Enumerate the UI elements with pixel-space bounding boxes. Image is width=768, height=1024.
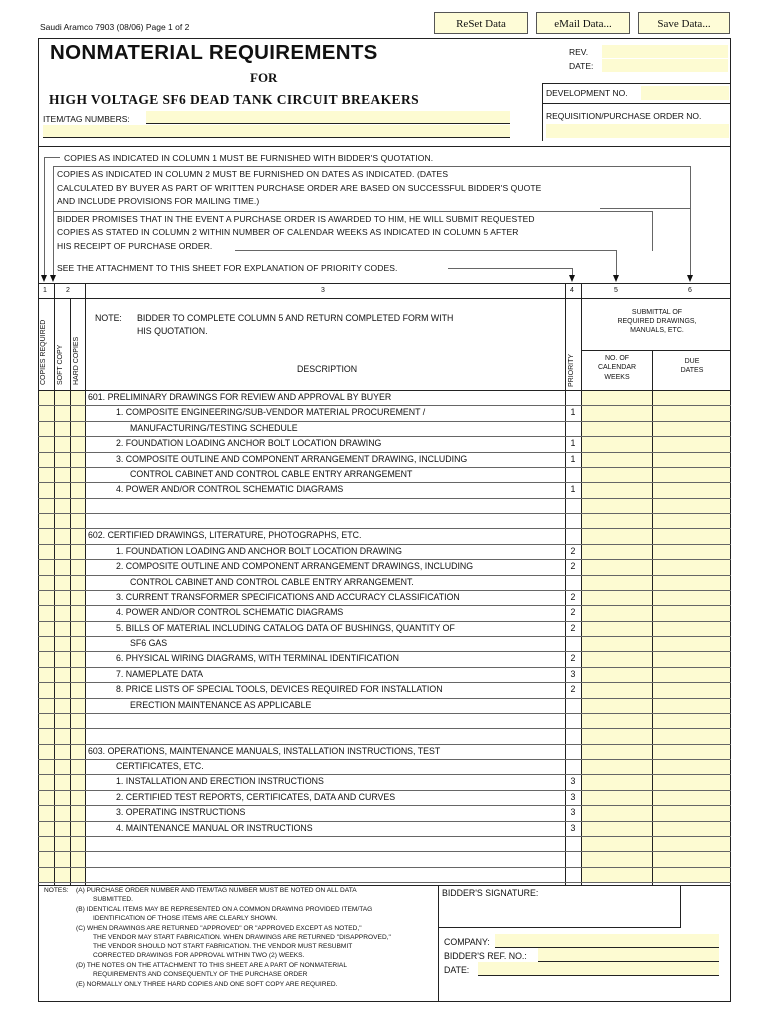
due-date-cell[interactable] — [653, 775, 730, 790]
copies-required-cell[interactable] — [39, 791, 54, 805]
table-row-description: 7. NAMEPLATE DATA — [116, 669, 204, 679]
due-date-cell[interactable] — [653, 822, 730, 836]
table-row-description — [88, 851, 568, 866]
due-date-cell[interactable] — [653, 437, 730, 452]
soft-copy-cell[interactable] — [55, 775, 70, 790]
table-row-description: SF6 GAS — [130, 638, 168, 648]
copies-required-cell[interactable] — [39, 714, 54, 728]
description-header: DESCRIPTION — [297, 364, 358, 374]
table-row-priority — [566, 759, 580, 774]
copies-required-cell[interactable] — [39, 745, 54, 759]
table-row-priority — [566, 636, 580, 651]
soft-copy-cell[interactable] — [55, 868, 70, 882]
hard-copies-cell[interactable] — [71, 591, 85, 605]
copies-required-cell[interactable] — [39, 453, 54, 467]
col-num-1: 1 — [43, 287, 47, 294]
due-date-cell[interactable] — [653, 453, 730, 467]
calendar-weeks-cell[interactable] — [582, 514, 652, 528]
hard-copies-cell[interactable] — [71, 406, 85, 421]
soft-copy-cell[interactable] — [55, 483, 70, 498]
soft-copy-cell[interactable] — [55, 514, 70, 528]
table-row-description: 602. CERTIFIED DRAWINGS, LITERATURE, PHOTOGRAPHS, ETC. — [88, 530, 362, 540]
due-date-cell[interactable] — [653, 560, 730, 575]
table-row-description: 2. COMPOSITE OUTLINE AND COMPONENT ARRANGEMENT DRAWINGS, INCLUDING — [116, 561, 474, 571]
due-date-cell[interactable] — [653, 806, 730, 821]
due-date-cell[interactable] — [653, 591, 730, 605]
table-row-priority: 2 — [570, 653, 576, 663]
title-for: FOR — [250, 70, 278, 85]
due-date-cell[interactable] — [653, 868, 730, 882]
item-tag-input-2[interactable] — [43, 125, 510, 137]
table-row-priority — [566, 421, 580, 436]
col-num-4: 4 — [570, 287, 574, 294]
calendar-weeks-cell[interactable] — [582, 852, 652, 867]
soft-copy-cell[interactable] — [55, 468, 70, 482]
soft-copy-cell[interactable] — [55, 806, 70, 821]
copies-required-cell[interactable] — [39, 422, 54, 436]
instruction-1: COPIES AS INDICATED IN COLUMN 1 MUST BE FURNISHED WITH BIDDER'S QUOTATION. — [64, 153, 434, 163]
hard-copies-cell[interactable] — [71, 622, 85, 636]
col-num-2: 2 — [66, 287, 70, 294]
due-date-cell[interactable] — [653, 729, 730, 744]
copies-required-cell[interactable] — [39, 822, 54, 836]
hard-copies-cell[interactable] — [71, 806, 85, 821]
weeks-line-1: NO. OF — [604, 355, 630, 362]
soft-copy-cell[interactable] — [55, 760, 70, 774]
save-data-button[interactable]: Save Data... — [638, 12, 730, 34]
date-label: DATE: — [569, 61, 594, 71]
page-subtitle: HIGH VOLTAGE SF6 DEAD TANK CIRCUIT BREAKERS — [49, 92, 420, 107]
soft-copy-cell[interactable] — [55, 529, 70, 544]
due-date-cell[interactable] — [653, 622, 730, 636]
table-row-description: 1. INSTALLATION AND ERECTION INSTRUCTIONS — [116, 776, 324, 786]
due-date-cell[interactable] — [653, 545, 730, 559]
table-row-description — [88, 513, 568, 528]
hard-copies-cell[interactable] — [71, 714, 85, 728]
table-row-priority: 2 — [570, 561, 576, 571]
note-c-4: CORRECTED DRAWINGS FOR APPROVAL WITHIN TWO (2) WEEKS. — [93, 952, 305, 959]
ref-no-label: BIDDER'S REF. NO.: — [444, 951, 527, 961]
table-row-description: 3. CURRENT TRANSFORMER SPECIFICATIONS AND ACCURACY CLASSIFICATION — [116, 592, 460, 602]
due-date-cell[interactable] — [653, 652, 730, 667]
calendar-weeks-cell[interactable] — [582, 745, 652, 759]
table-row-priority: 2 — [570, 546, 576, 556]
table-row-description: CONTROL CABINET AND CONTROL CABLE ENTRY ARRANGEMENT — [130, 469, 413, 479]
form-id: Saudi Aramco 7903 (08/06) Page 1 of 2 — [40, 22, 190, 32]
soft-copy-cell[interactable] — [55, 837, 70, 851]
soft-copy-cell[interactable] — [55, 453, 70, 467]
table-row-priority — [566, 728, 580, 743]
hard-copies-cell[interactable] — [71, 837, 85, 851]
hard-copies-cell[interactable] — [71, 422, 85, 436]
hard-copies-cell[interactable] — [71, 637, 85, 651]
instruction-2a: COPIES AS INDICATED IN COLUMN 2 MUST BE FURNISHED ON DATES AS INDICATED. (DATES — [57, 169, 449, 179]
due-date-cell[interactable] — [653, 791, 730, 805]
soft-copy-cell[interactable] — [55, 699, 70, 713]
table-row-description: 2. CERTIFIED TEST REPORTS, CERTIFICATES, DATA AND CURVES — [116, 792, 396, 802]
hard-copies-cell[interactable] — [71, 652, 85, 667]
table-row-priority — [566, 744, 580, 759]
note-line-2: HIS QUOTATION. — [137, 326, 208, 336]
table-row-description: ERECTION MAINTENANCE AS APPLICABLE — [130, 700, 312, 710]
table-row-description: 6. PHYSICAL WIRING DIAGRAMS, WITH TERMINAL IDENTIFICATION — [116, 653, 399, 663]
table-row-priority: 1 — [570, 454, 576, 464]
table-row-description: 3. COMPOSITE OUTLINE AND COMPONENT ARRANGEMENT DRAWING, INCLUDING — [116, 454, 468, 464]
table-row-description — [88, 498, 568, 513]
soft-copy-cell[interactable] — [55, 668, 70, 682]
calendar-weeks-cell[interactable] — [582, 499, 652, 513]
soft-copy-cell[interactable] — [55, 422, 70, 436]
hard-copies-cell[interactable] — [71, 483, 85, 498]
due-date-cell[interactable] — [653, 422, 730, 436]
instruction-3c: HIS RECEIPT OF PURCHASE ORDER. — [57, 241, 213, 251]
col-num-3: 3 — [321, 287, 325, 294]
table-row-priority — [566, 528, 580, 543]
copies-required-cell[interactable] — [39, 760, 54, 774]
soft-copy-cell[interactable] — [55, 791, 70, 805]
hard-copies-cell[interactable] — [71, 514, 85, 528]
hard-copies-cell[interactable] — [71, 499, 85, 513]
submittal-line-3: MANUALS, ETC. — [630, 327, 684, 334]
soft-copy-cell[interactable] — [55, 406, 70, 421]
due-date-cell[interactable] — [653, 760, 730, 774]
copies-required-cell[interactable] — [39, 545, 54, 559]
table-row-description: 1. COMPOSITE ENGINEERING/SUB-VENDOR MATERIAL PROCUREMENT / — [116, 407, 426, 417]
note-c-1: (C) WHEN DRAWINGS ARE RETURNED "APPROVED" OR "APPROVED EXCEPT AS NOTED," — [76, 925, 362, 932]
due-date-cell[interactable] — [653, 637, 730, 651]
bidder-signature-label: BIDDER'S SIGNATURE: — [442, 888, 539, 898]
calendar-weeks-cell[interactable] — [582, 529, 652, 544]
table-row-description: 601. PRELIMINARY DRAWINGS FOR REVIEW AND APPROVAL BY BUYER — [88, 392, 392, 402]
table-row-description: 4. MAINTENANCE MANUAL OR INSTRUCTIONS — [116, 823, 313, 833]
note-e-1: (E) NORMALLY ONLY THREE HARD COPIES AND ONE SOFT COPY ARE REQUIRED. — [76, 981, 338, 988]
table-row-priority — [566, 851, 580, 866]
calendar-weeks-cell[interactable] — [582, 729, 652, 744]
table-row-description: MANUFACTURING/TESTING SCHEDULE — [130, 423, 298, 433]
hard-copies-cell[interactable] — [71, 775, 85, 790]
table-row-description: 3. OPERATING INSTRUCTIONS — [116, 807, 246, 817]
note-a-1: (A) PURCHASE ORDER NUMBER AND ITEM/TAG NUMBER MUST BE NOTED ON ALL DATA — [76, 887, 357, 894]
soft-copy-cell[interactable] — [55, 729, 70, 744]
table-row-description — [88, 728, 568, 743]
copies-required-cell[interactable] — [39, 868, 54, 882]
table-row-description — [88, 867, 568, 882]
hard-copies-cell[interactable] — [71, 668, 85, 682]
soft-copy-cell[interactable] — [55, 560, 70, 575]
copies-required-cell[interactable] — [39, 729, 54, 744]
soft-copy-cell[interactable] — [55, 591, 70, 605]
calendar-weeks-cell[interactable] — [582, 837, 652, 851]
soft-copy-cell[interactable] — [55, 545, 70, 559]
copies-required-cell[interactable] — [39, 499, 54, 513]
copies-required-cell[interactable] — [39, 699, 54, 713]
table-row-description: 4. POWER AND/OR CONTROL SCHEMATIC DIAGRAMS — [116, 607, 344, 617]
note-a-2: SUBMITTED. — [93, 896, 133, 903]
table-row-description: 5. BILLS OF MATERIAL INCLUDING CATALOG DATA OF BUSHINGS, QUANTITY OF — [116, 623, 455, 633]
table-row-priority: 3 — [570, 792, 576, 802]
table-row-priority — [566, 467, 580, 482]
hard-copies-cell[interactable] — [71, 453, 85, 467]
table-row-description: CERTIFICATES, ETC. — [116, 761, 204, 771]
instruction-4: SEE THE ATTACHMENT TO THIS SHEET FOR EXPLANATION OF PRIORITY CODES. — [57, 263, 398, 273]
due-date-cell[interactable] — [653, 514, 730, 528]
table-row-priority — [566, 575, 580, 590]
item-tag-label: ITEM/TAG NUMBERS: — [43, 114, 130, 124]
hard-copies-cell[interactable] — [71, 560, 85, 575]
table-row-priority — [566, 867, 580, 882]
due-date-cell[interactable] — [653, 576, 730, 590]
due-date-cell[interactable] — [653, 468, 730, 482]
dev-no-input[interactable] — [641, 86, 729, 100]
copies-required-cell[interactable] — [39, 591, 54, 605]
table-row-description: 2. FOUNDATION LOADING ANCHOR BOLT LOCATION DRAWING — [116, 438, 382, 448]
copies-required-cell[interactable] — [39, 852, 54, 867]
calendar-weeks-cell[interactable] — [582, 714, 652, 728]
copies-required-cell[interactable] — [39, 652, 54, 667]
instruction-2b: CALCULATED BY BUYER AS PART OF WRITTEN PURCHASE ORDER ARE BASED ON SUCCESSFUL BIDDER'S QUOTE — [57, 183, 542, 193]
hard-copies-cell[interactable] — [71, 437, 85, 452]
calendar-weeks-cell[interactable] — [582, 391, 652, 405]
hard-copies-cell[interactable] — [71, 606, 85, 621]
hard-copies-cell[interactable] — [71, 391, 85, 405]
submittal-line-2: REQUIRED DRAWINGS, — [617, 318, 697, 325]
soft-copy-cell[interactable] — [55, 683, 70, 698]
note-b-1: (B) IDENTICAL ITEMS MAY BE REPRESENTED ON A COMMON DRAWING PROVIDED ITEM/TAG — [76, 906, 373, 913]
table-row-priority — [566, 713, 580, 728]
soft-copy-cell[interactable] — [55, 606, 70, 621]
due-date-cell[interactable] — [653, 391, 730, 405]
table-row-priority: 2 — [570, 684, 576, 694]
table-row-priority — [566, 836, 580, 851]
ref-no-input[interactable] — [538, 948, 719, 961]
item-tag-input-1[interactable] — [146, 111, 510, 123]
note-d-2: REQUIREMENTS AND CONSEQUENTLY OF THE PURCHASE ORDER — [93, 971, 308, 978]
copies-required-cell[interactable] — [39, 406, 54, 421]
hard-copies-cell[interactable] — [71, 729, 85, 744]
soft-copy-cell[interactable] — [55, 391, 70, 405]
hard-copies-cell[interactable] — [71, 529, 85, 544]
copies-required-cell[interactable] — [39, 437, 54, 452]
hard-copies-cell[interactable] — [71, 576, 85, 590]
table-row-priority — [566, 390, 580, 405]
date-sign-label: DATE: — [444, 965, 470, 975]
copies-required-cell[interactable] — [39, 622, 54, 636]
note-c-2: THE VENDOR MAY START FABRICATION. WHEN DRAWINGS ARE RETURNED "DISAPPROVED," — [93, 934, 391, 941]
due-date-cell[interactable] — [653, 852, 730, 867]
rev-input[interactable] — [602, 45, 728, 58]
table-row-priority: 1 — [570, 407, 576, 417]
due-date-cell[interactable] — [653, 483, 730, 498]
weeks-line-3: WEEKS — [604, 374, 630, 381]
soft-copy-cell[interactable] — [55, 822, 70, 836]
email-data-button[interactable]: eMail Data... — [536, 12, 630, 34]
weeks-line-2: CALENDAR — [597, 364, 637, 371]
note-b-2: IDENTIFICATION OF THOSE ITEMS ARE CLEARLY SHOWN. — [93, 915, 278, 922]
date-input[interactable] — [602, 59, 728, 72]
reset-data-button[interactable]: ReSet Data — [434, 12, 528, 34]
note-line-1: BIDDER TO COMPLETE COLUMN 5 AND RETURN COMPLETED FORM WITH — [137, 313, 454, 323]
soft-copy-cell[interactable] — [55, 499, 70, 513]
dev-no-label: DEVELOPMENT NO. — [546, 88, 628, 98]
soft-copy-cell[interactable] — [55, 714, 70, 728]
hard-copies-label: HARD COPIES — [73, 336, 80, 385]
soft-copy-cell[interactable] — [55, 622, 70, 636]
table-row-description — [88, 836, 568, 851]
due-date-cell[interactable] — [653, 745, 730, 759]
soft-copy-cell[interactable] — [55, 637, 70, 651]
due-date-cell[interactable] — [653, 499, 730, 513]
copies-required-cell[interactable] — [39, 837, 54, 851]
copies-required-cell[interactable] — [39, 560, 54, 575]
hard-copies-cell[interactable] — [71, 745, 85, 759]
due-date-cell[interactable] — [653, 683, 730, 698]
copies-required-cell[interactable] — [39, 806, 54, 821]
table-row-description: 1. FOUNDATION LOADING AND ANCHOR BOLT LOCATION DRAWING — [116, 546, 402, 556]
copies-required-cell[interactable] — [39, 606, 54, 621]
copies-required-label: COPIES REQUIRED — [40, 319, 47, 385]
submittal-line-1: SUBMITTAL OF — [631, 309, 683, 316]
notes-label: NOTES: — [44, 887, 69, 894]
copies-required-cell[interactable] — [39, 637, 54, 651]
instruction-3a: BIDDER PROMISES THAT IN THE EVENT A PURCHASE ORDER IS AWARDED TO HIM, HE WILL SUBMIT REQUESTED — [57, 214, 535, 224]
note-d-1: (D) THE NOTES ON THE ATTACHMENT TO THIS SHEET ARE A PART OF NONMATERIAL — [76, 962, 347, 969]
note-label: NOTE: — [95, 313, 122, 323]
hard-copies-cell[interactable] — [71, 683, 85, 698]
due-date-cell[interactable] — [653, 606, 730, 621]
req-po-input[interactable] — [546, 124, 729, 138]
table-row-description: 8. PRICE LISTS OF SPECIAL TOOLS, DEVICES REQUIRED FOR INSTALLATION — [116, 684, 443, 694]
hard-copies-cell[interactable] — [71, 868, 85, 882]
soft-copy-label: SOFT COPY — [57, 344, 64, 385]
table-row-description — [88, 713, 568, 728]
hard-copies-cell[interactable] — [71, 760, 85, 774]
company-label: COMPANY: — [444, 937, 490, 947]
copies-required-cell[interactable] — [39, 468, 54, 482]
due-date-cell[interactable] — [653, 529, 730, 544]
instruction-2c: AND INCLUDE PROVISIONS FOR MAILING TIME.) — [57, 196, 260, 206]
copies-required-cell[interactable] — [39, 483, 54, 498]
hard-copies-cell[interactable] — [71, 822, 85, 836]
hard-copies-cell[interactable] — [71, 545, 85, 559]
table-row-priority — [566, 513, 580, 528]
calendar-weeks-cell[interactable] — [582, 868, 652, 882]
copies-required-cell[interactable] — [39, 775, 54, 790]
due-date-cell[interactable] — [653, 699, 730, 713]
copies-required-cell[interactable] — [39, 576, 54, 590]
table-row-priority: 3 — [570, 807, 576, 817]
due-date-cell[interactable] — [653, 406, 730, 421]
instruction-3b: COPIES AS STATED IN COLUMN 2 WITHIN NUMBER OF CALENDAR WEEKS AS INDICATED IN COLUMN 5 AFTER — [57, 227, 519, 237]
col-num-6: 6 — [688, 287, 692, 294]
table-row-priority — [566, 698, 580, 713]
table-row-description: CONTROL CABINET AND CONTROL CABLE ENTRY ARRANGEMENT. — [130, 577, 414, 587]
table-row-priority: 2 — [570, 592, 576, 602]
page-title: NONMATERIAL REQUIREMENTS — [50, 41, 378, 64]
table-row-priority: 3 — [570, 776, 576, 786]
note-c-3: THE VENDOR SHOULD NOT START FABRICATION. THE VENDOR MUST RESUBMIT — [93, 943, 353, 950]
table-row-priority: 1 — [570, 484, 576, 494]
table-row-description: 603. OPERATIONS, MAINTENANCE MANUALS, INSTALLATION INSTRUCTIONS, TEST — [88, 746, 441, 756]
due-line-1: DUE — [684, 358, 700, 365]
due-line-2: DATES — [680, 367, 704, 374]
soft-copy-cell[interactable] — [55, 745, 70, 759]
table-row-priority — [566, 498, 580, 513]
soft-copy-cell[interactable] — [55, 852, 70, 867]
hard-copies-cell[interactable] — [71, 468, 85, 482]
copies-required-cell[interactable] — [39, 514, 54, 528]
copies-required-cell[interactable] — [39, 529, 54, 544]
priority-header: PRIORITY — [568, 353, 575, 387]
table-row-priority: 3 — [570, 823, 576, 833]
copies-required-cell[interactable] — [39, 683, 54, 698]
due-date-cell[interactable] — [653, 668, 730, 682]
rev-label: REV. — [569, 47, 589, 57]
soft-copy-cell[interactable] — [55, 437, 70, 452]
company-input[interactable] — [495, 934, 719, 947]
signature-input[interactable] — [440, 899, 678, 925]
table-row-priority: 2 — [570, 623, 576, 633]
soft-copy-cell[interactable] — [55, 576, 70, 590]
copies-required-cell[interactable] — [39, 668, 54, 682]
table-row-priority: 3 — [570, 669, 576, 679]
hard-copies-cell[interactable] — [71, 699, 85, 713]
col-num-5: 5 — [614, 287, 618, 294]
due-date-cell[interactable] — [653, 714, 730, 728]
table-row-priority: 1 — [570, 438, 576, 448]
hard-copies-cell[interactable] — [71, 852, 85, 867]
soft-copy-cell[interactable] — [55, 652, 70, 667]
copies-required-cell[interactable] — [39, 391, 54, 405]
due-date-cell[interactable] — [653, 837, 730, 851]
date-sign-input[interactable] — [478, 962, 719, 975]
table-row-priority: 2 — [570, 607, 576, 617]
hard-copies-cell[interactable] — [71, 791, 85, 805]
req-po-label: REQUISITION/PURCHASE ORDER NO. — [546, 111, 702, 121]
table-row-description: 4. POWER AND/OR CONTROL SCHEMATIC DIAGRAMS — [116, 484, 344, 494]
